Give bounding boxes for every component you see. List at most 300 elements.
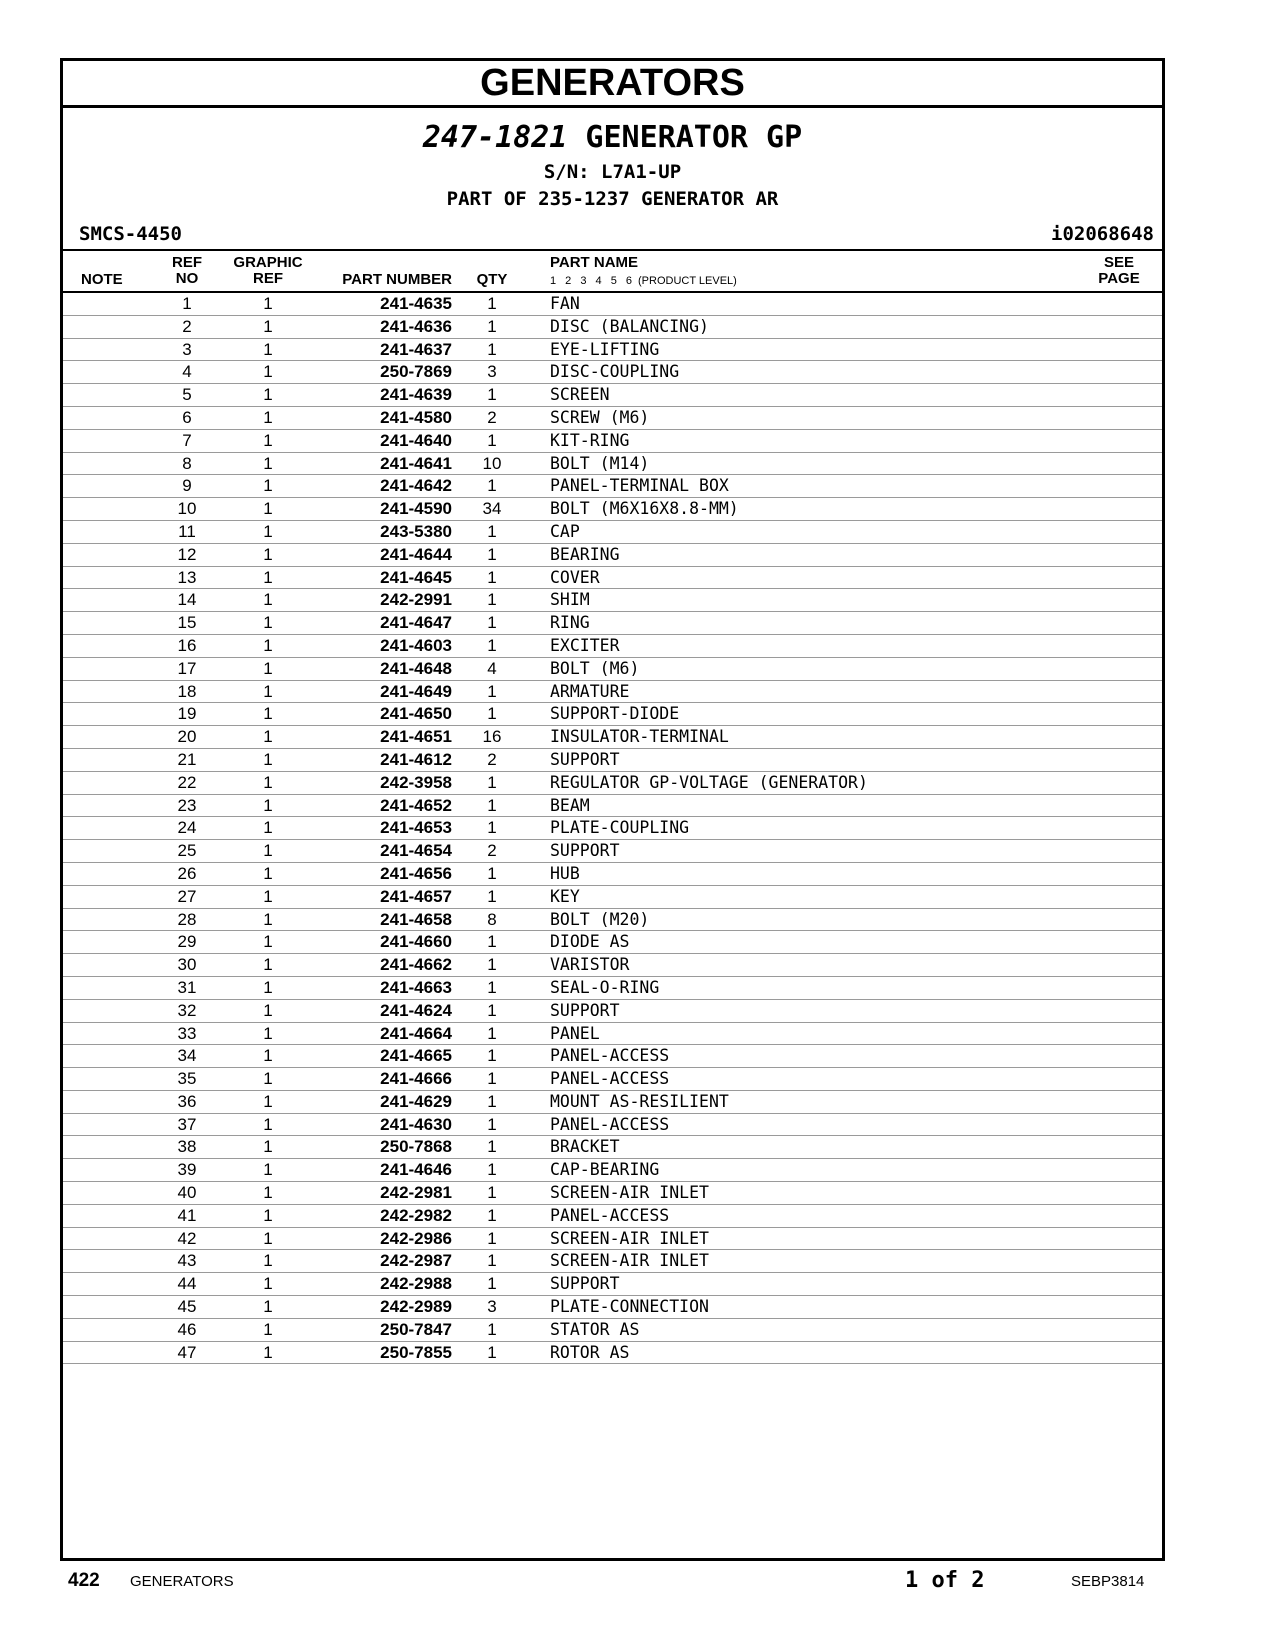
ref-no: 36: [177, 1091, 197, 1111]
graphic-ref: 1: [263, 818, 273, 838]
graphic-ref: 1: [263, 453, 273, 473]
table-row: [63, 407, 1162, 430]
page-of: 1 of 2: [905, 1568, 985, 1593]
table-row: [63, 635, 1162, 658]
ref-no: 42: [177, 1228, 197, 1248]
quantity: 1: [487, 1023, 497, 1043]
part-number: 241-4663: [380, 977, 452, 997]
graphic-ref: 1: [263, 407, 273, 427]
graphic-ref: 1: [263, 1023, 273, 1043]
graphic-ref: 1: [263, 1319, 273, 1339]
quantity: 1: [487, 818, 497, 838]
col-qty: QTY: [476, 271, 508, 288]
column-header: [63, 249, 1162, 293]
part-name: REGULATOR GP-VOLTAGE (GENERATOR): [550, 772, 868, 792]
graphic-ref: 1: [263, 1251, 273, 1271]
ref-no: 27: [177, 886, 197, 906]
part-name: BOLT (M6X16X8.8-MM): [550, 499, 739, 519]
part-name: PANEL-ACCESS: [550, 1069, 670, 1089]
part-number: 241-4636: [380, 316, 452, 336]
part-number: 241-4629: [380, 1091, 452, 1111]
graphic-ref: 1: [263, 1274, 273, 1294]
table-row: [63, 384, 1162, 407]
part-name: STATOR AS: [550, 1319, 640, 1339]
graphic-ref: 1: [263, 430, 273, 450]
graphic-ref: 1: [263, 955, 273, 975]
col-no-label: NO: [175, 270, 199, 287]
graphic-ref: 1: [263, 294, 273, 313]
quantity: 3: [487, 362, 497, 382]
table-row: [63, 817, 1162, 840]
ref-no: 25: [177, 841, 197, 861]
part-number: 241-4653: [380, 818, 452, 838]
graphic-ref: 1: [263, 841, 273, 861]
table-row: [63, 954, 1162, 977]
col-see-page: [1094, 255, 1144, 287]
table-row: [63, 293, 1162, 316]
ref-no: 34: [177, 1046, 197, 1066]
graphic-ref: 1: [263, 567, 273, 587]
graphic-ref: 1: [263, 544, 273, 564]
table-row: [63, 430, 1162, 453]
ref-no: 21: [177, 749, 197, 769]
graphic-ref: 1: [263, 339, 273, 359]
table-row: [63, 1159, 1162, 1182]
footer-section: GENERATORS: [130, 1573, 234, 1590]
part-number: 241-4630: [380, 1114, 452, 1134]
table-row: [63, 772, 1162, 795]
quantity: 1: [487, 635, 497, 655]
part-number: 250-7868: [380, 1137, 452, 1157]
table-row: [63, 1000, 1162, 1023]
part-number: 241-4664: [380, 1023, 452, 1043]
product-level-numbers: 1 2 3 4 5 6: [550, 275, 632, 287]
table-row: [63, 1182, 1162, 1205]
part-number: 241-4612: [380, 749, 452, 769]
graphic-ref: 1: [263, 590, 273, 610]
col-ref-label: REF: [172, 254, 202, 271]
part-number: 242-2986: [380, 1228, 452, 1248]
group-header: [63, 120, 1162, 211]
part-number: 241-4644: [380, 544, 452, 564]
part-number: 241-4639: [380, 385, 452, 405]
part-number: 242-3958: [380, 772, 452, 792]
ref-no: 15: [177, 613, 197, 633]
table-row: [63, 863, 1162, 886]
ref-no: 14: [177, 590, 197, 610]
graphic-ref: 1: [263, 1183, 273, 1203]
quantity: 1: [487, 567, 497, 587]
ref-no: 31: [177, 977, 197, 997]
graphic-ref: 1: [263, 499, 273, 519]
quantity: 1: [487, 1000, 497, 1020]
quantity: 1: [487, 863, 497, 883]
table-row: [63, 1319, 1162, 1342]
quantity: 1: [487, 681, 497, 701]
quantity: 4: [487, 658, 497, 678]
part-number: 241-4652: [380, 795, 452, 815]
part-number: 241-4580: [380, 407, 452, 427]
section-title: GENERATORS: [63, 61, 1162, 108]
table-row: [63, 339, 1162, 362]
part-name: PLATE-COUPLING: [550, 818, 690, 838]
quantity: 2: [487, 749, 497, 769]
graphic-ref: 1: [263, 727, 273, 747]
ref-no: 38: [177, 1137, 197, 1157]
quantity: 1: [487, 476, 497, 496]
table-row: [63, 1023, 1162, 1046]
quantity: 1: [487, 1114, 497, 1134]
serial-number: S/N: L7A1-UP: [543, 161, 682, 183]
table-row: [63, 1136, 1162, 1159]
col-note: NOTE: [81, 271, 123, 288]
quantity: 1: [487, 294, 497, 313]
ref-no: 23: [177, 795, 197, 815]
part-name: VARISTOR: [550, 955, 630, 975]
graphic-ref: 1: [263, 385, 273, 405]
graphic-ref: 1: [263, 886, 273, 906]
part-name: SEAL-O-RING: [550, 977, 660, 997]
table-row: [63, 544, 1162, 567]
ref-no: 35: [177, 1069, 197, 1089]
ref-no: 45: [177, 1297, 197, 1317]
part-number: 241-4656: [380, 863, 452, 883]
part-name: FAN: [550, 294, 580, 313]
part-number: 241-4640: [380, 430, 452, 450]
col-graphic-label: GRAPHIC: [233, 254, 303, 271]
part-number: 241-4660: [380, 932, 452, 952]
part-name: MOUNT AS-RESILIENT: [550, 1091, 729, 1111]
quantity: 16: [482, 727, 502, 747]
table-row: [63, 1068, 1162, 1091]
ref-no: 9: [182, 476, 192, 496]
table-row: [63, 658, 1162, 681]
part-number: 241-4662: [380, 955, 452, 975]
table-row: [63, 726, 1162, 749]
ref-no: 2: [182, 316, 192, 336]
part-name: BEAM: [550, 795, 590, 815]
identifier-row: [63, 221, 1162, 249]
table-row: [63, 840, 1162, 863]
col-graphic-ref-label: REF: [253, 270, 283, 287]
col-part-name: PART NAME: [550, 254, 639, 271]
part-number: 241-4603: [380, 635, 452, 655]
table-row: [63, 612, 1162, 635]
quantity: 1: [487, 1183, 497, 1203]
ref-no: 18: [177, 681, 197, 701]
part-number: 241-4624: [380, 1000, 452, 1020]
quantity: 1: [487, 1342, 497, 1362]
ref-no: 17: [177, 658, 197, 678]
quantity: 1: [487, 795, 497, 815]
ref-no: 37: [177, 1114, 197, 1134]
part-name: SCREEN: [550, 385, 610, 405]
document-id: SEBP3814: [1071, 1573, 1145, 1590]
graphic-ref: 1: [263, 932, 273, 952]
graphic-ref: 1: [263, 476, 273, 496]
graphic-ref: 1: [263, 704, 273, 724]
page-number: 422: [68, 1570, 100, 1591]
table-row: [63, 567, 1162, 590]
part-number: 241-4658: [380, 909, 452, 929]
graphic-ref: 1: [263, 863, 273, 883]
table-row: [63, 1114, 1162, 1137]
ref-no: 28: [177, 909, 197, 929]
quantity: 1: [487, 385, 497, 405]
graphic-ref: 1: [263, 749, 273, 769]
part-number: 241-4649: [380, 681, 452, 701]
part-number: 241-4651: [380, 727, 452, 747]
part-name: KEY: [550, 886, 580, 906]
col-page-label: PAGE: [1098, 270, 1140, 287]
quantity: 10: [482, 453, 502, 473]
table-row: [63, 1045, 1162, 1068]
part-number: 241-4647: [380, 613, 452, 633]
ref-no: 32: [177, 1000, 197, 1020]
part-number: 241-4654: [380, 841, 452, 861]
part-name: PLATE-CONNECTION: [550, 1297, 709, 1317]
part-of: PART OF 235-1237 GENERATOR AR: [446, 188, 779, 210]
ref-no: 30: [177, 955, 197, 975]
ref-no: 26: [177, 863, 197, 883]
graphic-ref: 1: [263, 1228, 273, 1248]
quantity: 1: [487, 1205, 497, 1225]
quantity: 1: [487, 430, 497, 450]
ref-no: 44: [177, 1274, 197, 1294]
part-name: CAP: [550, 521, 580, 541]
graphic-ref: 1: [263, 1160, 273, 1180]
smcs-code: SMCS-4450: [79, 223, 182, 245]
graphic-ref: 1: [263, 658, 273, 678]
part-number: 241-4657: [380, 886, 452, 906]
part-name: BOLT (M20): [550, 909, 650, 929]
graphic-ref: 1: [263, 362, 273, 382]
part-name: EYE-LIFTING: [550, 339, 660, 359]
part-name: SUPPORT: [550, 749, 620, 769]
part-number: 242-2991: [380, 590, 452, 610]
part-name: BRACKET: [550, 1137, 620, 1157]
ref-no: 4: [182, 362, 192, 382]
graphic-ref: 1: [263, 316, 273, 336]
illustration-id: i02068648: [1051, 223, 1154, 245]
table-row: [63, 886, 1162, 909]
part-number: 241-4666: [380, 1069, 452, 1089]
quantity: 1: [487, 1160, 497, 1180]
table-row: [63, 361, 1162, 384]
table-row: [63, 453, 1162, 476]
table-row: [63, 521, 1162, 544]
ref-no: 5: [182, 385, 192, 405]
table-row: [63, 931, 1162, 954]
ref-no: 39: [177, 1160, 197, 1180]
part-number: 241-4648: [380, 658, 452, 678]
part-name: INSULATOR-TERMINAL: [550, 727, 729, 747]
table-row: [63, 749, 1162, 772]
ref-no: 16: [177, 635, 197, 655]
group-title: [63, 120, 1162, 156]
part-name: DISC-COUPLING: [550, 362, 680, 382]
part-number: 241-4650: [380, 704, 452, 724]
table-row: [63, 977, 1162, 1000]
quantity: 1: [487, 1137, 497, 1157]
ref-no: 24: [177, 818, 197, 838]
part-number: 243-5380: [380, 521, 452, 541]
quantity: 3: [487, 1297, 497, 1317]
quantity: 2: [487, 841, 497, 861]
group-part-number: 247-1821: [422, 120, 568, 155]
part-name: SUPPORT: [550, 841, 620, 861]
ref-no: 47: [177, 1342, 197, 1362]
part-name: SUPPORT: [550, 1274, 620, 1294]
part-name: BOLT (M14): [550, 453, 650, 473]
ref-no: 8: [182, 453, 192, 473]
part-name: SCREW (M6): [550, 407, 650, 427]
graphic-ref: 1: [263, 1091, 273, 1111]
quantity: 1: [487, 932, 497, 952]
part-name: KIT-RING: [550, 430, 630, 450]
quantity: 1: [487, 544, 497, 564]
quantity: 1: [487, 772, 497, 792]
col-graphic-ref: [223, 255, 313, 287]
graphic-ref: 1: [263, 795, 273, 815]
product-level-label: (PRODUCT LEVEL): [638, 275, 737, 287]
part-name: EXCITER: [550, 635, 620, 655]
graphic-ref: 1: [263, 1000, 273, 1020]
table-row: [63, 1091, 1162, 1114]
part-number: 241-4665: [380, 1046, 452, 1066]
parts-table: [63, 293, 1162, 1364]
col-part-number: PART NUMBER: [342, 271, 452, 288]
col-ref-no: [165, 255, 209, 287]
ref-no: 19: [177, 704, 197, 724]
part-number: 250-7847: [380, 1319, 452, 1339]
ref-no: 1: [182, 294, 192, 313]
quantity: 1: [487, 1319, 497, 1339]
graphic-ref: 1: [263, 1297, 273, 1317]
ref-no: 46: [177, 1319, 197, 1339]
table-row: [63, 1228, 1162, 1251]
part-name: SCREEN-AIR INLET: [550, 1251, 709, 1271]
part-number: 250-7855: [380, 1342, 452, 1362]
quantity: 2: [487, 407, 497, 427]
graphic-ref: 1: [263, 1046, 273, 1066]
table-row: [63, 1250, 1162, 1273]
ref-no: 3: [182, 339, 192, 359]
ref-no: 33: [177, 1023, 197, 1043]
part-number: 241-4637: [380, 339, 452, 359]
quantity: 1: [487, 1069, 497, 1089]
table-row: [63, 1342, 1162, 1365]
part-name: RING: [550, 613, 590, 633]
graphic-ref: 1: [263, 977, 273, 997]
part-name: PANEL-TERMINAL BOX: [550, 476, 729, 496]
graphic-ref: 1: [263, 635, 273, 655]
ref-no: 11: [178, 521, 196, 541]
part-name: COVER: [550, 567, 600, 587]
part-name: PANEL-ACCESS: [550, 1205, 670, 1225]
quantity: 1: [487, 704, 497, 724]
quantity: 1: [487, 977, 497, 997]
graphic-ref: 1: [263, 1114, 273, 1134]
part-name: ROTOR AS: [550, 1342, 630, 1362]
table-row: [63, 795, 1162, 818]
table-row: [63, 681, 1162, 704]
table-row: [63, 909, 1162, 932]
part-number: 241-4645: [380, 567, 452, 587]
part-name: SUPPORT: [550, 1000, 620, 1020]
quantity: 1: [487, 339, 497, 359]
part-name: SHIM: [550, 590, 590, 610]
table-row: [63, 703, 1162, 726]
group-name: GENERATOR GP: [585, 120, 803, 155]
ref-no: 12: [177, 544, 197, 564]
ref-no: 40: [177, 1183, 197, 1203]
graphic-ref: 1: [263, 772, 273, 792]
table-row: [63, 589, 1162, 612]
table-row: [63, 1296, 1162, 1319]
part-number: 242-2987: [380, 1251, 452, 1271]
quantity: 1: [487, 1228, 497, 1248]
table-row: [63, 316, 1162, 339]
graphic-ref: 1: [263, 1069, 273, 1089]
graphic-ref: 1: [263, 1137, 273, 1157]
page-frame: [60, 58, 1165, 1561]
ref-no: 13: [177, 567, 197, 587]
part-number: 242-2988: [380, 1274, 452, 1294]
part-number: 241-4635: [380, 294, 452, 313]
ref-no: 20: [177, 727, 197, 747]
ref-no: 22: [177, 772, 197, 792]
quantity: 1: [487, 521, 497, 541]
ref-no: 41: [177, 1205, 197, 1225]
part-name: ARMATURE: [550, 681, 630, 701]
graphic-ref: 1: [263, 613, 273, 633]
table-row: [63, 475, 1162, 498]
quantity: 1: [487, 1274, 497, 1294]
graphic-ref: 1: [263, 521, 273, 541]
part-name: PANEL: [550, 1023, 600, 1043]
col-see-label: SEE: [1103, 254, 1134, 271]
part-name: BEARING: [550, 544, 620, 564]
col-product-levels: [550, 273, 737, 289]
quantity: 1: [487, 1251, 497, 1271]
ref-no: 10: [177, 499, 197, 519]
part-number: 241-4642: [380, 476, 452, 496]
part-name: PANEL-ACCESS: [550, 1114, 670, 1134]
graphic-ref: 1: [263, 681, 273, 701]
part-name: HUB: [550, 863, 580, 883]
ref-no: 29: [177, 932, 197, 952]
table-row: [63, 1273, 1162, 1296]
part-number: 241-4590: [380, 499, 452, 519]
part-name: CAP-BEARING: [550, 1160, 660, 1180]
part-number: 242-2989: [380, 1297, 452, 1317]
part-number: 241-4641: [380, 453, 452, 473]
part-name: SCREEN-AIR INLET: [550, 1183, 709, 1203]
ref-no: 43: [177, 1251, 197, 1271]
part-number: 241-4646: [380, 1160, 452, 1180]
table-row: [63, 498, 1162, 521]
graphic-ref: 1: [263, 909, 273, 929]
quantity: 8: [487, 909, 497, 929]
quantity: 1: [487, 886, 497, 906]
quantity: 34: [482, 499, 502, 519]
table-row: [63, 1205, 1162, 1228]
part-name: DIODE AS: [550, 932, 630, 952]
quantity: 1: [487, 316, 497, 336]
part-name: DISC (BALANCING): [550, 316, 709, 336]
graphic-ref: 1: [263, 1342, 273, 1362]
